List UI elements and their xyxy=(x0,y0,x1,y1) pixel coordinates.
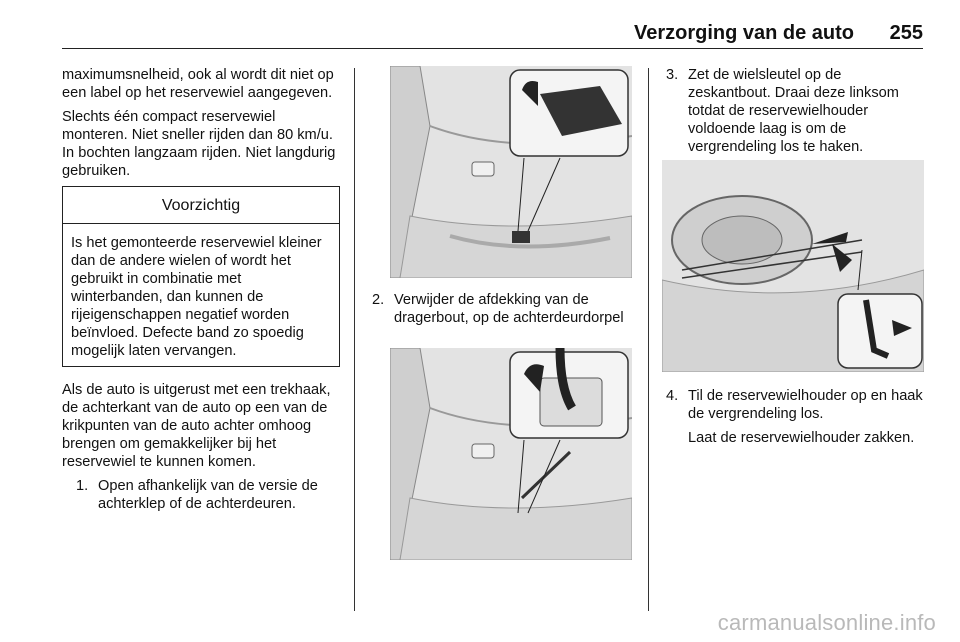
illustration-tailgate-sill xyxy=(390,66,632,278)
text-column-left xyxy=(62,66,340,519)
page-header-title: Verzorging van de auto xyxy=(633,22,854,44)
step-item xyxy=(666,387,928,423)
paragraph: maximumsnelheid, ook al wordt dit niet op een label op het reservewiel aangegeven. xyxy=(62,67,334,101)
illustration-spare-wheel-holder xyxy=(662,160,924,372)
step-number: 2. xyxy=(372,292,385,308)
step-text: Verwijder de afdekking van de dragerbout, op de achterdeurdorpel xyxy=(394,292,624,326)
step-number: 4. xyxy=(666,388,679,404)
column-divider xyxy=(354,68,355,611)
column-divider xyxy=(648,68,649,611)
step-text: Zet de wielsleutel op de zeskantbout. Draai deze linksom totdat de reservewielhouder voldoende laag is om de vergrendeling los te haken. xyxy=(688,67,899,155)
step-item xyxy=(666,66,928,156)
paragraph: Als de auto is uitgerust met een trekhaak, de achterkant van de auto op een van de krikpunten van de auto achter omhoog brengen om gemakkelijker bij het reservewiel te kunnen komen. xyxy=(62,382,331,470)
watermark: carmanualsonline.info xyxy=(717,610,936,635)
step-number: 1. xyxy=(76,478,89,494)
paragraph: Laat de reservewielhouder zakken. xyxy=(688,430,915,446)
page-number: 255 xyxy=(889,22,923,44)
step-item xyxy=(76,477,340,513)
caution-box xyxy=(62,186,340,367)
step-text: Open afhankelijk van de versie de achterklep of de achterdeuren. xyxy=(98,478,318,512)
illustration-bolt-cover-removal xyxy=(390,348,632,560)
paragraph: Slechts één compact reservewiel monteren. Niet sneller rijden dan 80 km/u. In bochten langzaam rijden. Niet langdurig gebruiken. xyxy=(62,109,336,179)
step-number: 3. xyxy=(666,67,679,83)
header-rule xyxy=(62,48,923,49)
step-item xyxy=(372,291,634,327)
text-column-right-continued xyxy=(666,387,928,453)
text-column-middle xyxy=(372,291,634,333)
text-column-right xyxy=(666,66,928,162)
caution-text: Is het gemonteerde reservewiel kleiner dan de andere wielen of wordt het gebruikt in combinatie met winterbanden, dan kunnen de rijeigenschappen negatief worden beïnvloed. Defecte band zo spoedig mogelijk laten vervangen. xyxy=(71,235,322,359)
caution-title: Voorzichtig xyxy=(63,187,339,224)
step-text: Til de reservewielhouder op en haak de vergrendeling los. xyxy=(688,388,923,422)
